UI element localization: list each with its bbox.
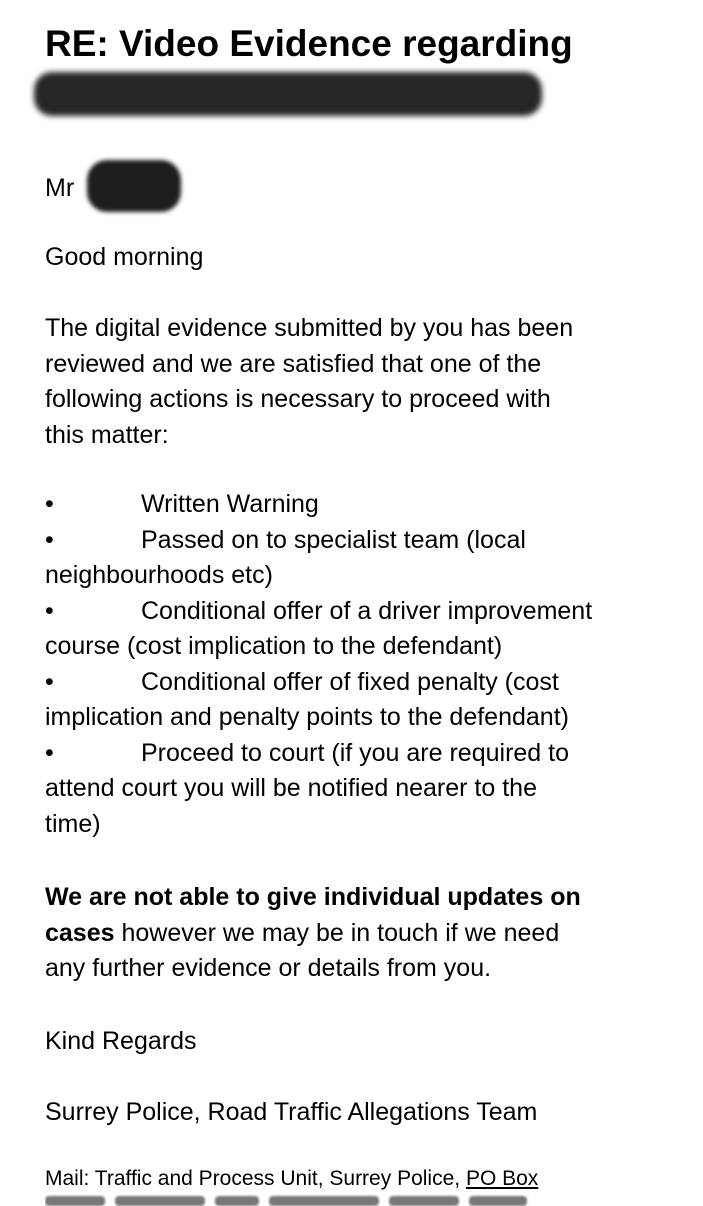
list-item [45,736,592,843]
list-item-text: Written Warning [141,490,319,518]
list-item-text: Conditional offer of a driver improvement [141,596,593,625]
list-item-text-cont: neighbourhoods etc) [45,561,273,589]
salutation: Mr [45,174,75,202]
notice-text: however we may be in touch if we need [114,918,560,947]
redacted-reference-bar [34,72,542,116]
intro-paragraph [45,311,573,453]
list-item-text-cont: course (cost implication to the defendant) [45,632,503,660]
greeting: Good morning [45,243,204,271]
bullet-icon: • [45,596,54,625]
notice-bold-text: cases [45,918,115,947]
intro-line: following actions is necessary to proceed with [45,385,551,413]
list-item-text-cont: attend court you will be notified nearer to the [45,774,537,802]
list-item [45,665,592,736]
updates-notice [45,880,581,987]
footer-mail-address [45,1164,538,1194]
list-item [45,594,592,665]
list-item-text-cont: implication and penalty points to the defendant) [45,703,569,731]
intro-line: reviewed and we are satisfied that one of the [45,349,542,378]
intro-line: this matter: [45,420,169,449]
list-item [45,487,592,523]
list-item-text: Conditional offer of fixed penalty (cost [141,667,559,696]
notice-bold-text: We are not able to give individual updates on [45,883,581,911]
actions-list [45,487,592,842]
footer-text: Mail: Traffic and Process Unit, Surrey Police, [45,1167,466,1190]
signature: Surrey Police, Road Traffic Allegations Team [45,1098,538,1126]
intro-line: The digital evidence submitted by you has been [45,314,574,342]
notice-text: any further evidence or details from you. [45,954,492,982]
cut-off-text-row [45,1192,565,1206]
list-item [45,523,592,594]
bullet-icon: • [45,667,54,696]
list-item-text: Proceed to court (if you are required to [141,738,570,767]
redacted-name-bar [87,160,181,212]
sign-off: Kind Regards [45,1027,197,1055]
email-subject: RE: Video Evidence regarding [45,23,573,64]
bullet-icon: • [45,490,54,518]
po-box-link[interactable]: PO Box [465,1167,539,1190]
list-item-text: Passed on to specialist team (local [141,525,526,554]
list-item-text-cont: time) [45,809,101,838]
bullet-icon: • [45,525,54,554]
bullet-icon: • [45,738,54,767]
